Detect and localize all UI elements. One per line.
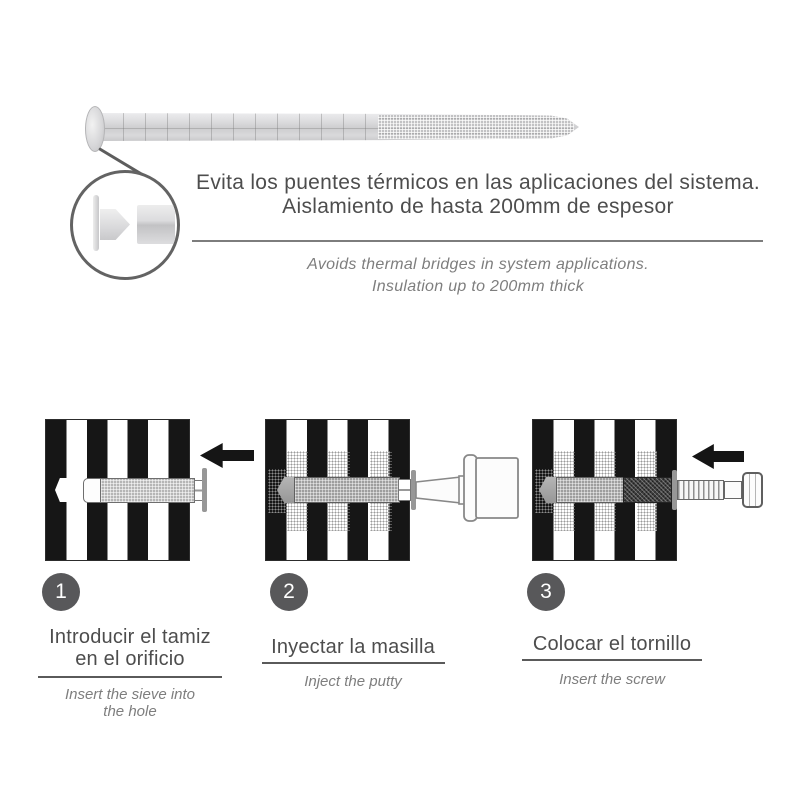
step1-sieve-body <box>100 478 195 503</box>
detail-anchor-head <box>100 209 130 240</box>
step3-number-badge <box>527 573 565 611</box>
step2-number: 2 <box>283 580 295 603</box>
step3-number: 3 <box>540 580 552 603</box>
injection-gun-icon <box>415 453 519 523</box>
screw-hex-head <box>742 472 763 508</box>
screw-threads <box>677 480 724 500</box>
claim-es-line2: Aislamiento de hasta 200mm de espesor <box>282 195 674 218</box>
anchor-mesh-section <box>378 115 574 139</box>
step2-title-en: Inject the putty <box>304 673 402 690</box>
step1-title-es: Introducir el tamiz en el orificio <box>49 626 211 670</box>
step2-sieve-body <box>294 477 400 503</box>
step3-caption <box>512 622 712 688</box>
detail-flange-plate <box>93 195 99 251</box>
step1-sieve-head <box>83 478 101 503</box>
step1-caption-divider <box>38 676 222 678</box>
step3-sieve-body <box>556 477 624 503</box>
anchor-flange <box>85 106 105 152</box>
arrow-left-icon <box>692 444 744 469</box>
step1-number: 1 <box>55 580 67 603</box>
claim-en-line1: Avoids thermal bridges in system applications. <box>307 256 649 273</box>
claim-en <box>160 254 796 298</box>
step2-title-es: Inyectar la masilla <box>271 636 435 658</box>
step1-title-en: Insert the sieve into the hole <box>64 686 196 720</box>
step1-sieve-flange <box>202 468 207 512</box>
anchor-sleeve-image <box>102 113 579 141</box>
step3-title-es: Colocar el tornillo <box>532 633 692 655</box>
step2-number-badge <box>270 573 308 611</box>
claim-en-line2: Insulation up to 200mm thick <box>371 278 585 295</box>
anchor-shaft-segments <box>102 113 382 141</box>
screw-inside-sleeve <box>623 477 672 503</box>
screw-shank <box>724 481 742 499</box>
claim-es <box>160 171 796 219</box>
step3-title-en: Insert the screw <box>559 671 665 688</box>
claim-es-line1: Evita los puentes térmicos en las aplicaciones del sistema. <box>196 171 760 194</box>
step1-caption <box>30 622 230 720</box>
step2-caption-divider <box>262 662 445 664</box>
header-divider <box>192 240 763 242</box>
step3-caption-divider <box>522 659 702 661</box>
step2-caption <box>253 622 453 690</box>
arrow-left-icon <box>200 443 254 468</box>
step1-number-badge <box>42 573 80 611</box>
drill-hole-notch <box>55 478 69 502</box>
step2-sieve-collar <box>398 479 411 501</box>
